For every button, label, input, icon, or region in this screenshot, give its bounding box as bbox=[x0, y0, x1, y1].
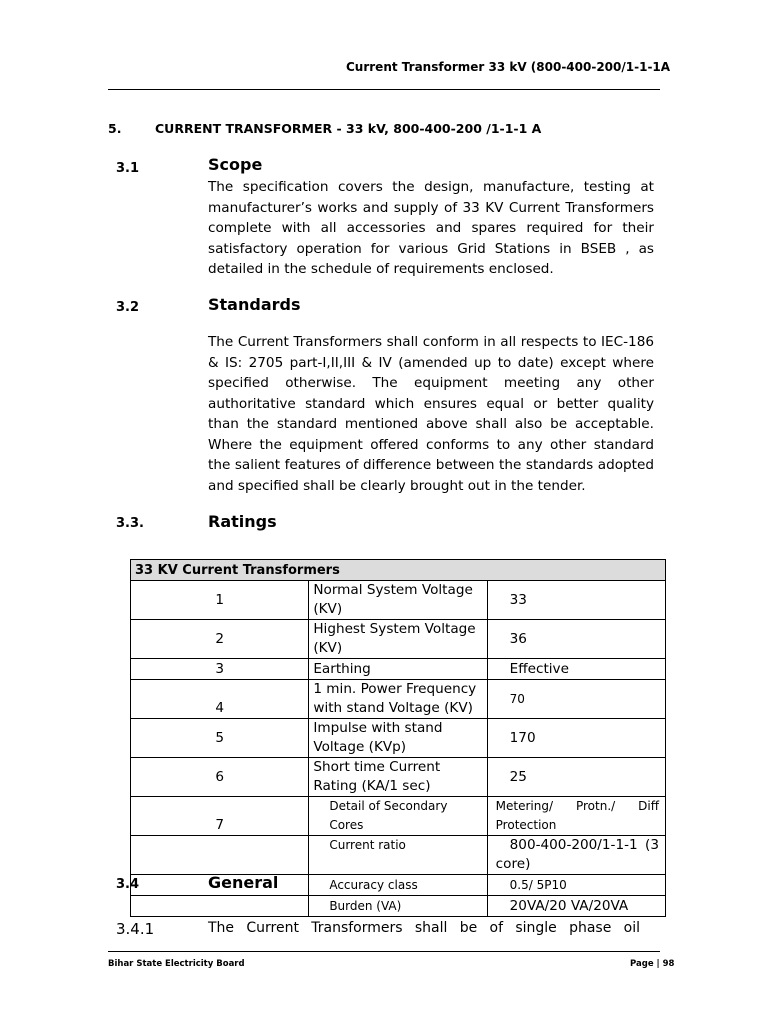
row-parameter: Accuracy class bbox=[309, 875, 487, 896]
row-value: 170 bbox=[487, 719, 665, 758]
row-parameter: Earthing bbox=[309, 659, 487, 680]
table-row bbox=[131, 758, 666, 797]
row-number bbox=[131, 896, 309, 917]
general-sub-number: 3.4.1 bbox=[116, 920, 155, 938]
row-value: 25 bbox=[487, 758, 665, 797]
table-row bbox=[131, 659, 666, 680]
standards-number: 3.2 bbox=[116, 300, 140, 315]
header-rule bbox=[108, 89, 660, 90]
row-number: 1 bbox=[131, 581, 309, 620]
row-parameter: 1 min. Power Frequency with stand Voltage (KV) bbox=[309, 680, 487, 719]
row-number: 6 bbox=[131, 758, 309, 797]
ratings-heading: Ratings bbox=[208, 512, 277, 531]
scope-paragraph: The specification covers the design, manufacture, testing at manufacturer’s works and supply of 33 KV Current Transformers complete with all accessories and spares required for their satisfactory operation for various Grid Stations in BSEB , as detailed in the schedule of requirements enclosed. bbox=[208, 179, 654, 277]
row-number: 7 bbox=[131, 797, 309, 836]
general-number: 3.4 bbox=[116, 877, 140, 892]
general-sub-text: The Current Transformers shall be of single phase oil bbox=[208, 920, 640, 936]
table-row bbox=[131, 836, 666, 875]
standards-heading: Standards bbox=[208, 295, 301, 314]
ratings-number: 3.3. bbox=[116, 516, 144, 531]
table-title: 33 KV Current Transformers bbox=[131, 560, 666, 581]
row-parameter: Normal System Voltage (KV) bbox=[309, 581, 487, 620]
general-heading: General bbox=[208, 873, 279, 892]
row-value: 36 bbox=[487, 620, 665, 659]
row-number: 2 bbox=[131, 620, 309, 659]
footer-page-number: Page | 98 bbox=[630, 959, 675, 969]
scope-number: 3.1 bbox=[116, 161, 140, 176]
standards-paragraph: The Current Transformers shall conform in all respects to IEC-186 & IS: 2705 part-I,II,III & IV (amended up to date) except where specified otherwise. The equipment meeting any other authoritative standard which ensures equal or better quality than the standard mentioned above shall also be acceptable. Where the equipment offered conforms to any other standard the salient features of difference between the standards adopted and specified shall be clearly brought out in the tender. bbox=[208, 334, 654, 494]
table-header-row bbox=[131, 560, 666, 581]
row-value: 70 bbox=[487, 680, 665, 719]
table-row bbox=[131, 620, 666, 659]
section-5-title: CURRENT TRANSFORMER - 33 kV, 800-400-200 /1-1-1 A bbox=[155, 121, 542, 136]
section-5-number: 5. bbox=[108, 121, 122, 136]
row-value: 0.5/ 5P10 bbox=[487, 875, 665, 896]
footer-rule bbox=[108, 951, 660, 952]
row-number: 5 bbox=[131, 719, 309, 758]
row-parameter: Current ratio bbox=[309, 836, 487, 875]
row-value: 20VA/20 VA/20VA bbox=[487, 896, 665, 917]
row-value: Metering/ Protn./ Diff Protection bbox=[487, 797, 665, 836]
table-row bbox=[131, 797, 666, 836]
row-value: 33 bbox=[487, 581, 665, 620]
row-parameter: Highest System Voltage (KV) bbox=[309, 620, 487, 659]
row-parameter: Impulse with stand Voltage (KVp) bbox=[309, 719, 487, 758]
row-parameter: Detail of Secondary Cores bbox=[309, 797, 487, 836]
row-parameter: Burden (VA) bbox=[309, 896, 487, 917]
scope-heading: Scope bbox=[208, 155, 263, 174]
table-row bbox=[131, 896, 666, 917]
row-parameter: Short time Current Rating (KA/1 sec) bbox=[309, 758, 487, 797]
row-value: Effective bbox=[487, 659, 665, 680]
footer-organization: Bihar State Electricity Board bbox=[108, 959, 245, 969]
table-row bbox=[131, 680, 666, 719]
table-row bbox=[131, 719, 666, 758]
row-number bbox=[131, 836, 309, 875]
page-header-title: Current Transformer 33 kV (800-400-200/1-1-1A bbox=[346, 60, 671, 74]
table-row bbox=[131, 581, 666, 620]
row-value: 800-400-200/1-1-1 (3 core) bbox=[487, 836, 665, 875]
row-number: 3 bbox=[131, 659, 309, 680]
ratings-table bbox=[130, 559, 666, 917]
row-number: 4 bbox=[131, 680, 309, 719]
